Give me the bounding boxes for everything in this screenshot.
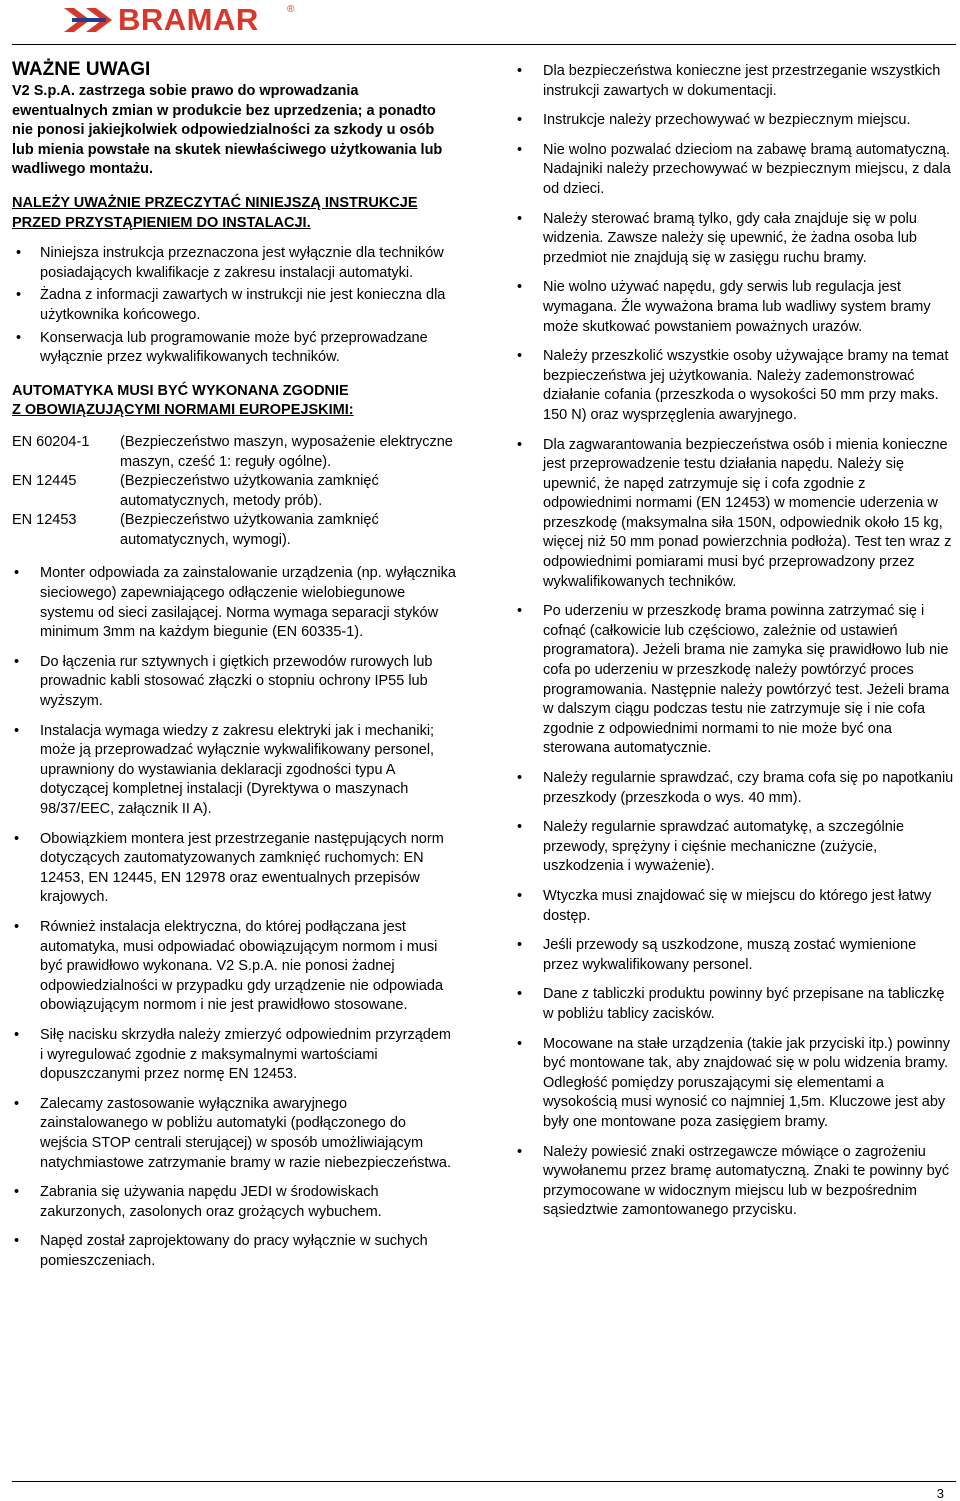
bullet-icon: • (517, 603, 523, 620)
left-column (12, 58, 457, 1281)
bullet-icon: • (517, 63, 523, 79)
bullet-icon: • (517, 210, 523, 227)
list-item: • Należy regularnie sprawdzać, czy brama cofa się po napotkaniu przeszkody (przeszkoda o wys. 40 mm). (517, 770, 954, 806)
list-item: • Dla zagwarantowania bezpieczeństwa osób i mienia konieczne jest przeprowadzenie testu działania napędu. Należy się upewnić, że napęd zatrzymuje się i cofa zgodnie z odpowiednimi normami (EN 12453) w momencie uderzenia w przeszkodę (maksymalna siła 150N, odpowiednik około 15 kg, więcej niż 50 mm ponad powierzchnia podłoża). Test ten wraz z odpowiednimi pomiarami musi być przeprowadzony przez wykwalifikowanych techników. (517, 436, 952, 590)
list-item: • Należy powiesić znaki ostrzegawcze mówiące o zagrożeniu wywołanemu przez bramę automatyczną. Znaki te powinny być przymocowane w widocznym miejscu lub w bezpośrednim sąsiedztwie zamontowanego przycisku. (517, 1143, 950, 1219)
safety-list (515, 62, 955, 1221)
bullet-icon: • (517, 279, 523, 296)
bullet-icon: • (517, 937, 523, 954)
list-item: • Należy regularnie sprawdzać automatykę, a szczególnie przewody, sprężyny i cięśnie mechaniczne (zużycie, uszkodzenia i wyważenie). (517, 819, 905, 875)
bullet-icon: • (517, 1035, 523, 1052)
list-item: • Napęd został zaprojektowany do pracy wyłącznie w suchych pomieszczeniach. (14, 1233, 428, 1269)
bullet-icon: • (14, 722, 20, 739)
list-item: • Jeśli przewody są uszkodzone, muszą zostać wymienione przez wykwalifikowany personel. (517, 937, 917, 973)
bullet-icon: • (16, 329, 22, 346)
list-item: • Nie wolno używać napędu, gdy serwis lub regulacja jest wymagana. Źle wyważona brama lub wadliwy system bramy może skutkować powstaniem poważnych urazów. (517, 279, 931, 335)
list-item: • Niniejsza instrukcja przeznaczona jest wyłącznie dla techników posiadających kwalifikacje z zakresu instalacji automatyki. (16, 245, 444, 281)
bullet-icon: • (16, 287, 22, 304)
list-item: • Mocowane na stałe urządzenia (takie jak przyciski itp.) powinny być montowane tak, aby znajdować się w polu widzenia bramy. Odległość pomiędzy poruszającymi się elementami a wysokością musi wynosić co najmniej 1,5m. Kluczowe jest aby były one montowane poza zasięgiem bramy. (517, 1035, 950, 1130)
list-item: • Siłę nacisku skrzydła należy zmierzyć odpowiednim przyrządem i wyregulować zgodnie z maksymalnymi wartościami dopuszczanymi przez normę EN 12453. (14, 1026, 451, 1083)
header-divider (12, 44, 956, 45)
list-item: • Obowiązkiem montera jest przestrzeganie następujących norm dotyczących zautomatyzowanych zamknięć ruchomych: EN 12453, EN 12445, EN 12978 oraz ewentualnych przepisów krajowych. (14, 830, 444, 906)
bullet-icon: • (517, 819, 523, 836)
list-item: • Konserwacja lub programowanie może być przeprowadzane wyłącznie przez wykwalifikowanych techników. (16, 329, 428, 366)
bullet-icon: • (517, 986, 523, 1003)
table-row: EN 12453 (Bezpieczeństwo użytkowania zamknięć automatycznych, wymogi). (12, 512, 379, 548)
list-item: • Dla bezpieczeństwa konieczne jest przestrzeganie wszystkich instrukcji zawartych w dokumentacji. (517, 63, 941, 99)
list-item: • Zalecamy zastosowanie wyłącznika awaryjnego zainstalowanego w pobliżu automatyki (podłączonego do wejścia STOP centrali sterującej) w sposób umożliwiającym natychmiastowe zatrzymanie bramy w razie niebezpieczeństwa. (14, 1095, 452, 1171)
list-item: • Należy przeszkolić wszystkie osoby używające bramy na temat bezpieczeństwa jej użytkowania. Należy zademonstrować działanie cofania (przeszkoda o wysokości 50 mm przy maks. 150 N) oraz wysprzęglenia awaryjnego. (517, 348, 949, 423)
bullet-icon: • (517, 112, 523, 129)
bullet-icon: • (14, 1095, 20, 1112)
bullet-icon: • (517, 887, 523, 904)
footer-divider (12, 1481, 956, 1482)
installer-list (12, 564, 457, 1271)
list-item: • Po uderzeniu w przeszkodę brama powinna zatrzymać się i cofnąć (całkowicie lub częściowo, zależnie od ustawień programatora). Jeżeli brama nie zamyka się prawidłowo lub nie cofa po uderzeniu w przeszkodę należy powtórzyć proces programowania. Następnie należy powtórzyć test. Jeżeli brama w dalszym ciągu podczas testu nie zatrzymuje się i nie cofa zgodnie z odpowiednimi normami to nie może być ona sterowana automatycznie. (517, 603, 950, 757)
bullet-icon: • (14, 830, 20, 847)
list-item: • Wtyczka musi znajdować się w miejscu do którego jest łatwy dostęp. (517, 887, 932, 924)
notes-list (12, 244, 457, 368)
bullet-icon: • (16, 245, 22, 262)
list-item: • Nie wolno pozwalać dzieciom na zabawę bramą automatyczną. Nadajniki należy przechowywać w bezpiecznym miejscu, z dala od dzieci. (517, 141, 951, 197)
bullet-icon: • (517, 141, 523, 158)
bullet-icon: • (517, 1143, 523, 1160)
norms-heading: AUTOMATYKA MUSI BYĆ WYKONANA ZGODNIE Z OBOWIĄZUJĄCYMI NORMAMI EUROPEJSKIMI: (12, 382, 354, 419)
bullet-icon: • (14, 1026, 20, 1043)
list-item: • Do łączenia rur sztywnych i giętkich przewodów rurowych lub prowadnic kabli stosować złączki o stopniu ochrony IP55 lub wyższym. (14, 653, 433, 710)
bullet-icon: • (14, 1184, 20, 1201)
list-item: • Żadna z informacji zawartych w instrukcji nie jest konieczna dla użytkownika końcowego. (16, 287, 446, 323)
list-item: • Monter odpowiada za zainstalowanie urządzenia (np. wyłącznika sieciowego) zapewniającego odłączenie wielobiegunowe systemu od sieci zasilającej. Norma wymaga separacji styków minimum 3mm na każdym biegunie (EN 60335-1). (14, 565, 456, 641)
bullet-icon: • (517, 770, 523, 786)
list-item: • Instalacja wymaga wiedzy z zakresu elektryki jak i mechaniki; może ją przeprowadzać wyłącznie wykwalifikowany personel, uprawniony do wystawiania deklaracji zgodności typu A dotyczącej kompletnej instalacji (Dyrektywa o maszynach 98/37/EEC, załącznik II A). (14, 722, 435, 817)
table-row: EN 60204-1 (Bezpieczeństwo maszyn, wyposażenie elektryczne maszyn, cześć 1: reguły ogólne). (12, 433, 453, 470)
registered-mark: ® (287, 4, 295, 15)
brand-name: BRAMAR (118, 2, 259, 37)
read-warning: NALEŻY UWAŻNIE PRZECZYTAĆ NINIEJSZĄ INSTRUKCJE PRZED PRZYSTĄPIENIEM DO INSTALACJI. (12, 194, 418, 231)
page-header (0, 0, 960, 44)
bullet-icon: • (14, 918, 20, 935)
bullet-icon: • (517, 348, 523, 365)
list-item: • Zabrania się używania napędu JEDI w środowiskach zakurzonych, zasolonych oraz grożących wybuchem. (14, 1184, 382, 1220)
right-column (515, 62, 955, 1231)
bullet-icon: • (14, 653, 20, 670)
bullet-icon: • (517, 436, 523, 453)
intro-paragraph: V2 S.p.A. zastrzega sobie prawo do wprowadzania ewentualnych zmian w produkcie bez uprzedzenia; a ponadto nie ponosi jakiejkolwiek odpowiedzialności za szkody u osób lub mienia powstałe na skutek niewłaściwego użytkowania lub wadliwego montażu. (12, 83, 443, 178)
norms-table (12, 433, 457, 551)
list-item: • Instrukcje należy przechowywać w bezpiecznym miejscu. (515, 111, 955, 131)
bullet-icon: • (14, 1233, 20, 1250)
table-row: EN 12445 (Bezpieczeństwo użytkowania zamknięć automatycznych, metody prób). (12, 473, 379, 509)
page-title: WAŻNE UWAGI (12, 59, 151, 80)
bullet-icon: • (14, 565, 20, 582)
list-item: • Dane z tabliczki produktu powinny być przepisane na tabliczkę w pobliżu tablicy zacisków. (517, 986, 945, 1022)
list-item: • Również instalacja elektryczna, do której podłączana jest automatyka, musi odpowiadać obowiązującym normom i musi być prawidłowo wykonana. V2 S.p.A. nie ponosi żadnej odpowiedzialności w przypadku gdy urządzenie nie odpowiada obowiązującym normom i nie jest prawidłowo stosowane. (14, 918, 444, 1014)
page-number: 3 (936, 1486, 944, 1501)
list-item: • Należy sterować bramą tylko, gdy cała znajduje się w polu widzenia. Zawsze należy się upewnić, że żadna osoba lub przedmiot nie znajdują się w zasięgu ruchu bramy. (517, 210, 917, 266)
